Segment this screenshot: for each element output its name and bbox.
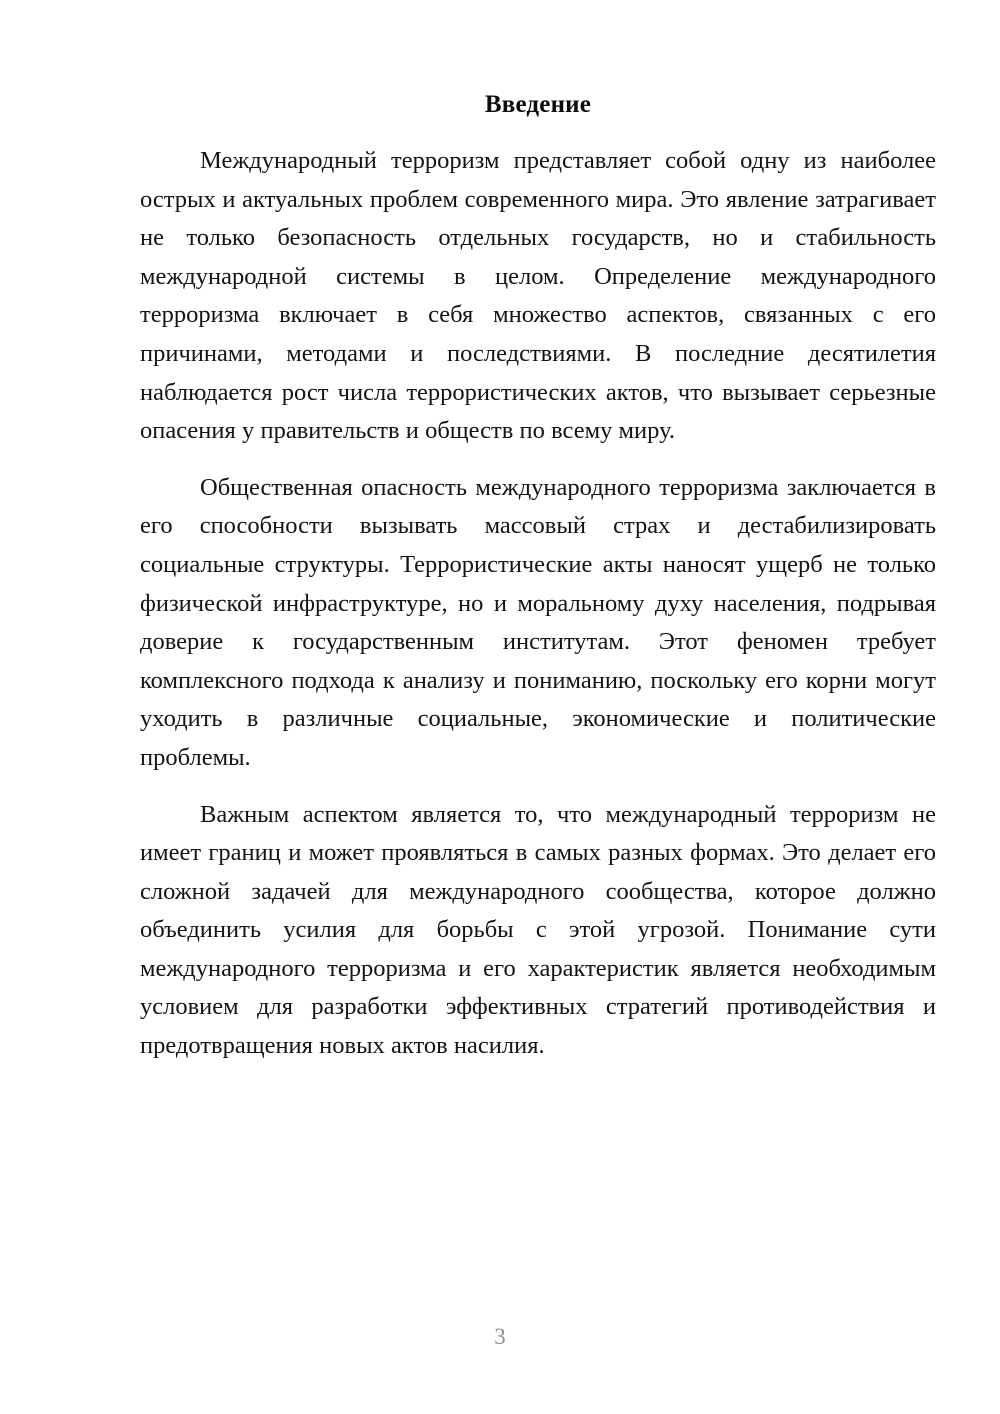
body-paragraph: Общественная опасность международного терроризма заключается в его способности вызывать массовый страх и дестабилизировать социальные структуры. Террористические акты наносят ущерб не только физической инфраструктуре, но и моральному духу населения, подрывая доверие к государственным институтам. Этот феномен требует комплексного подхода к анализу и пониманию, поскольку его корни могут уходить в различные социальные, экономические и политические проблемы. [140, 473, 936, 771]
body-paragraph: Важным аспектом является то, что международный терроризм не имеет границ и может проявляться в самых разных формах. Это делает его сложной задачей для международного сообщества, которое должно объединить усилия для борьбы с этой угрозой. Понимание сути международного терроризма и его характеристик является необходимым условием для разработки эффективных стратегий противодействия и предотвращения новых актов насилия. [140, 800, 936, 1060]
body-paragraph: Международный терроризм представляет собой одну из наиболее острых и актуальных проблем современного мира. Это явление затрагивает не только безопасность отдельных государств, но и стабильность международной системы в целом. Определение международного терроризма включает в себя множество аспектов, связанных с его причинами, методами и последствиями. В последние десятилетия наблюдается рост числа террористических актов, что вызывает серьезные опасения у правительств и обществ по всему миру. [140, 147, 936, 445]
page-number: 3 [494, 1324, 506, 1349]
page-title: Введение [484, 91, 592, 118]
document-content [140, 86, 936, 1066]
